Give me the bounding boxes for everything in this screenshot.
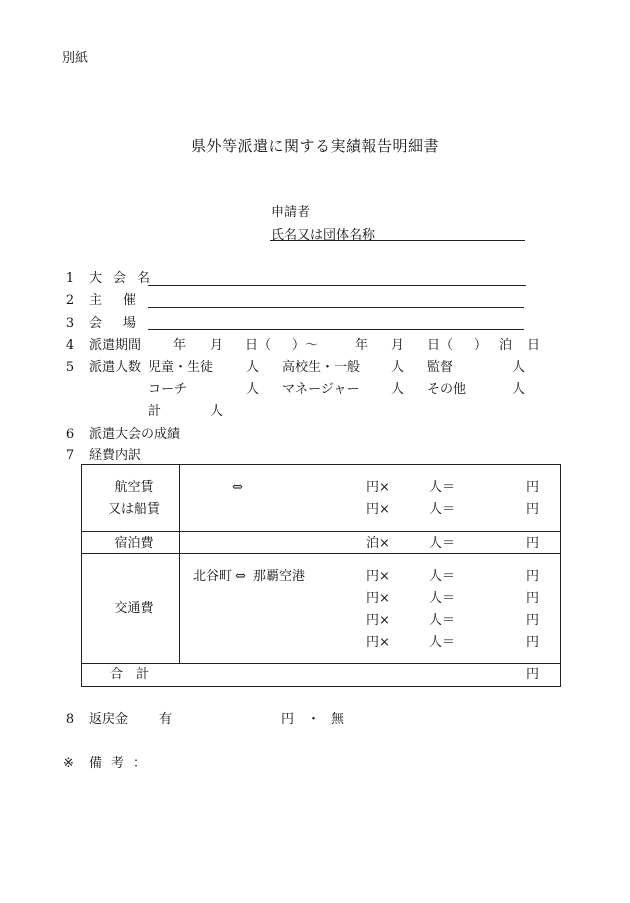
- refund-separator: ・: [307, 712, 321, 727]
- transport-label: 交通費: [114, 601, 154, 616]
- refund-no-option[interactable]: 無: [331, 712, 345, 727]
- refund-yen: 円: [281, 712, 295, 727]
- table-row-divider: [81, 531, 560, 532]
- transport-person-eq: 人＝: [429, 591, 456, 606]
- count-total-unit: 人: [210, 404, 224, 419]
- applicant-label: 申請者: [271, 205, 311, 220]
- count-students-unit: 人: [246, 360, 260, 375]
- period-day-1: 日（: [245, 338, 272, 353]
- item-4-label: 派遣期間: [89, 338, 142, 353]
- table-column-divider: [179, 464, 180, 663]
- transport-yen: 円: [526, 569, 540, 584]
- page-title: 県外等派遣に関する実績報告明細書: [190, 137, 439, 155]
- airfare-person-eq: 人＝: [429, 502, 456, 517]
- item-4-number: 4: [65, 338, 75, 353]
- remarks-label: 備考：: [89, 756, 156, 771]
- item-1-number: 1: [65, 271, 75, 286]
- event-name-field[interactable]: [148, 285, 526, 286]
- period-year-2: 年: [355, 338, 369, 353]
- remarks-mark: ※: [63, 756, 74, 771]
- item-5-label: 派遣人数: [89, 360, 142, 375]
- airfare-yen: 円: [526, 480, 540, 495]
- airfare-label-2: 又は船賃: [107, 502, 160, 517]
- transport-yen-times: 円×: [366, 591, 390, 606]
- bidirectional-arrow-icon: ⇔: [232, 480, 243, 495]
- item-7-label: 経費内訳: [89, 448, 142, 463]
- item-3-label: 会場: [89, 316, 158, 331]
- count-total-label: 計: [148, 404, 162, 419]
- airfare-label: 航空賃: [114, 480, 154, 495]
- period-month-2: 月: [391, 338, 405, 353]
- item-6-number: 6: [65, 427, 75, 442]
- airfare-yen: 円: [526, 502, 540, 517]
- period-paren-1: ）～: [292, 338, 319, 353]
- venue-field[interactable]: [148, 329, 524, 330]
- item-3-number: 3: [65, 316, 75, 331]
- transport-person-eq: 人＝: [429, 635, 456, 650]
- transport-yen: 円: [526, 613, 540, 628]
- airfare-yen-times: 円×: [366, 502, 390, 517]
- total-label: 合 計: [110, 667, 150, 682]
- count-students-label: 児童・生徒: [148, 360, 214, 375]
- count-coach-unit: 人: [246, 382, 260, 397]
- route-to: 那覇空港: [253, 569, 306, 584]
- item-2-label: 主催: [89, 293, 158, 308]
- lodging-label: 宿泊費: [114, 536, 154, 551]
- count-manager-label: マネージャー: [282, 382, 360, 397]
- period-nights: 泊: [499, 338, 513, 353]
- transport-person-eq: 人＝: [429, 613, 456, 628]
- count-other-label: その他: [427, 382, 467, 397]
- item-8-number: 8: [65, 712, 75, 727]
- lodging-yen: 円: [526, 536, 540, 551]
- count-manager-unit: 人: [391, 382, 405, 397]
- count-highschool-label: 高校生・一般: [282, 360, 361, 375]
- item-1-label: 大会名: [89, 271, 162, 286]
- airfare-person-eq: 人＝: [429, 480, 456, 495]
- item-7-number: 7: [65, 448, 75, 463]
- table-row-divider: [81, 553, 560, 554]
- count-supervisor-unit: 人: [512, 360, 526, 375]
- lodging-nights-times: 泊×: [366, 536, 390, 551]
- transport-yen: 円: [526, 635, 540, 650]
- count-highschool-unit: 人: [391, 360, 405, 375]
- period-days: 日: [527, 338, 541, 353]
- airfare-yen-times: 円×: [366, 480, 390, 495]
- period-day-2: 日（: [427, 338, 454, 353]
- transport-yen: 円: [526, 591, 540, 606]
- transport-yen-times: 円×: [366, 635, 390, 650]
- table-row-divider: [81, 663, 560, 664]
- corner-label: 別紙: [62, 51, 89, 66]
- applicant-name-field[interactable]: [270, 240, 525, 241]
- route-from: 北谷町: [193, 569, 233, 584]
- item-2-number: 2: [65, 293, 75, 308]
- period-year-1: 年: [173, 338, 187, 353]
- count-coach-label: コーチ: [148, 382, 188, 397]
- item-6-label: 派遣大会の成績: [89, 427, 181, 442]
- bidirectional-arrow-icon: ⇔: [235, 569, 246, 584]
- item-5-number: 5: [65, 360, 75, 375]
- period-month-1: 月: [210, 338, 224, 353]
- transport-person-eq: 人＝: [429, 569, 456, 584]
- expense-table: [81, 464, 561, 687]
- count-supervisor-label: 監督: [427, 360, 454, 375]
- transport-yen-times: 円×: [366, 613, 390, 628]
- organizer-field[interactable]: [148, 307, 524, 308]
- item-8-label: 返戻金: [89, 712, 129, 727]
- transport-yen-times: 円×: [366, 569, 390, 584]
- count-other-unit: 人: [512, 382, 526, 397]
- lodging-person-eq: 人＝: [429, 536, 456, 551]
- applicant-name-label: 氏名又は団体名称: [271, 228, 376, 243]
- refund-yes-option[interactable]: 有: [159, 712, 173, 727]
- total-yen: 円: [526, 667, 540, 682]
- period-paren-2: ）: [474, 338, 488, 353]
